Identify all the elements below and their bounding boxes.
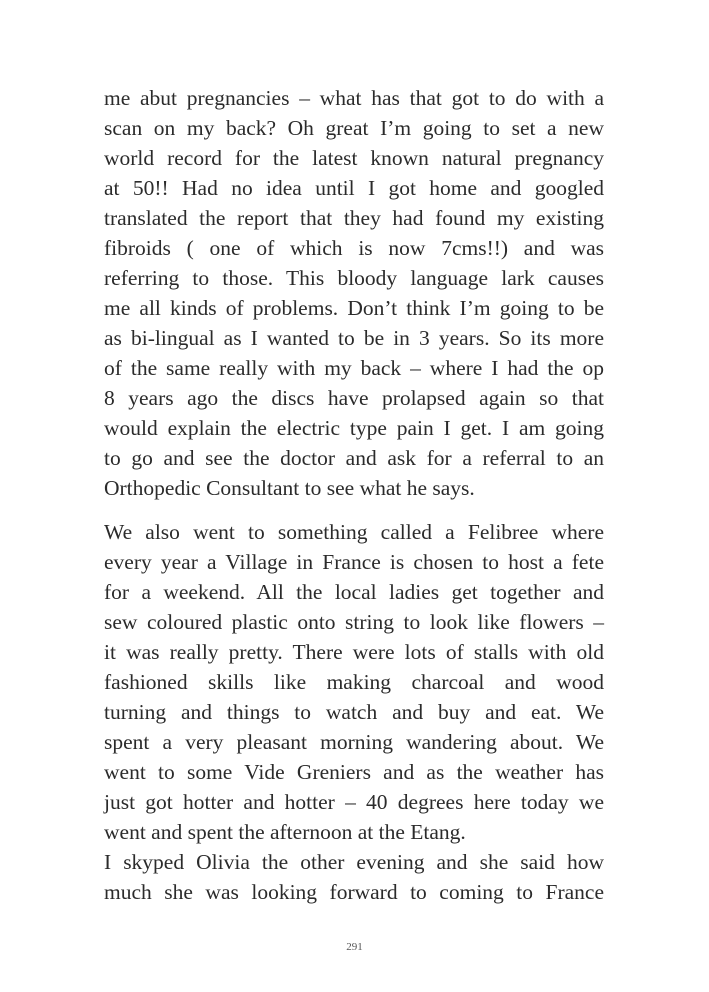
text-line: I skyped Olivia the other evening and she said how [104,850,604,874]
text-line: went to some Vide Greniers and as the weather has [104,760,604,784]
text-line: sew coloured plastic onto string to look like flowers – [104,610,605,634]
text-line: as bi-lingual as I wanted to be in 3 years. So its more [104,326,604,350]
text-line: fibroids ( one of which is now 7cms!!) and was [104,236,605,260]
paragraph-olivia [104,847,604,907]
text-line: translated the report that they had found my existing [104,206,604,230]
text-line: to go and see the doctor and ask for a referral to an [104,446,604,470]
text-line: me abut pregnancies – what has that got to do with a [104,86,605,110]
text-line: turning and things to watch and buy and eat. We [104,700,604,724]
text-line: of the same really with my back – where I had the op [104,356,605,380]
text-line: just got hotter and hotter – 40 degrees here today we [104,790,604,814]
text-line: it was really pretty. There were lots of stalls with old [104,640,604,664]
text-line: would explain the electric type pain I get. I am going [104,416,605,440]
text-line: world record for the latest known natural pregnancy [104,146,605,170]
text-line: fashioned skills like making charcoal and wood [104,670,605,694]
paragraph-medical-scan [104,83,604,503]
text-line: me all kinds of problems. Don’t think I’m going to be [104,296,604,320]
page-number: 291 [346,941,363,953]
text-line: referring to those. This bloody language lark causes [104,266,604,290]
text-line: scan on my back? Oh great I’m going to set a new [104,116,604,140]
text-line: spent a very pleasant morning wandering about. We [104,730,604,754]
text-line: went and spent the afternoon at the Etang. [104,820,466,844]
text-line: for a weekend. All the local ladies get together and [104,580,605,604]
text-line: much she was looking forward to coming to France [104,880,604,904]
text-line: every year a Village in France is chosen to host a fete [104,550,604,574]
text-line: 8 years ago the discs have prolapsed again so that [104,386,604,410]
text-line: Orthopedic Consultant to see what he says. [104,476,475,500]
text-line: at 50!! Had no idea until I got home and googled [104,176,605,200]
text-line: We also went to something called a Felibree where [104,520,604,544]
paragraph-felibree [104,517,604,847]
